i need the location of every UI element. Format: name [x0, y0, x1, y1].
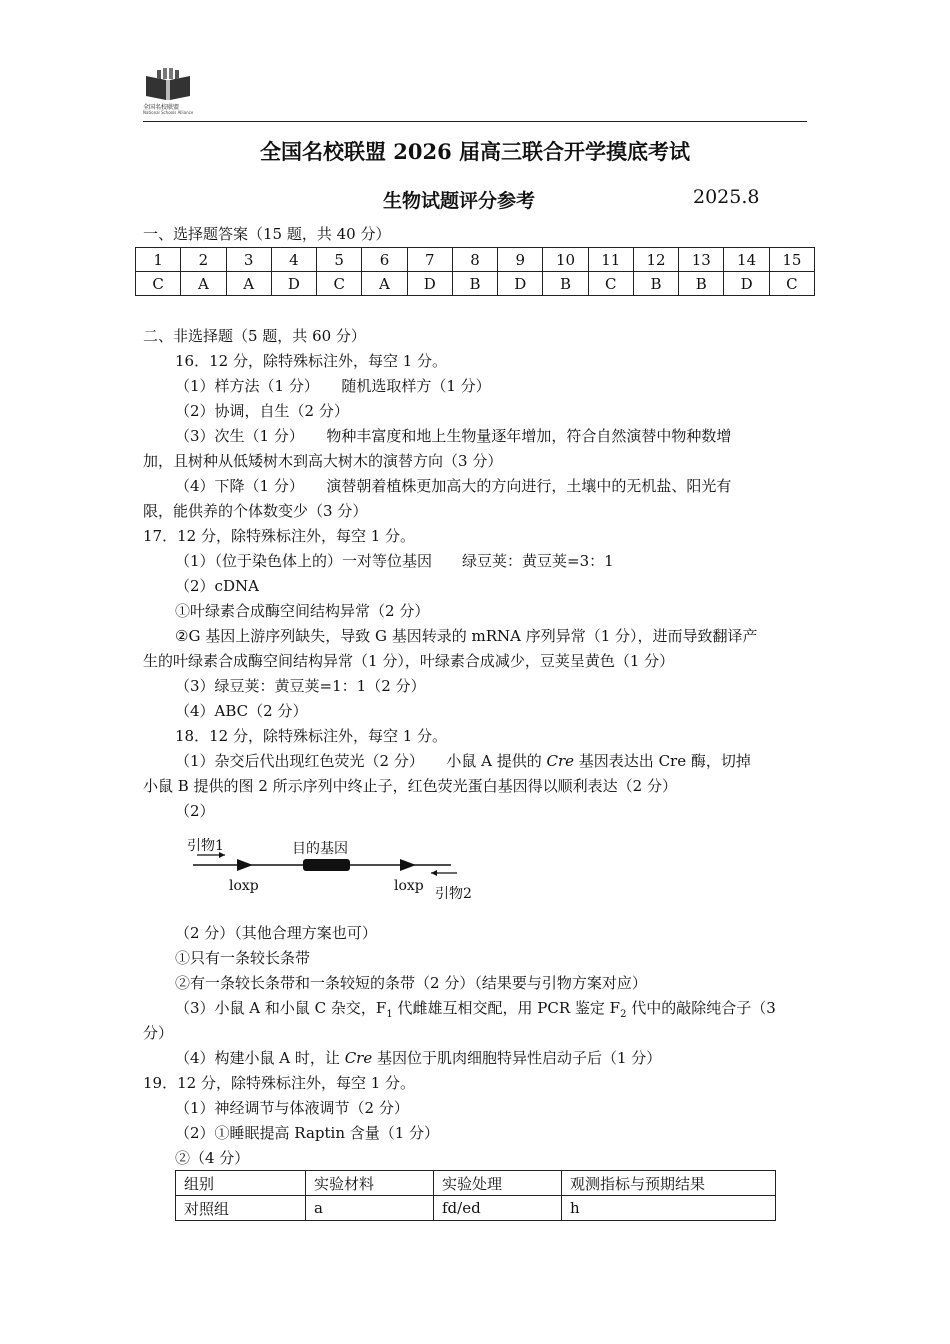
q18-a1-gene: Cre: [546, 752, 575, 770]
loxp-left-label: loxp: [229, 878, 259, 894]
q16-answer-1: （1）样方法（1 分） 随机选取样方（1 分）: [175, 377, 491, 395]
q18-answer-1-line2: 小鼠 B 提供的图 2 所示序列中终止子，红色荧光蛋白基因得以顺利表达（2 分）: [143, 777, 677, 795]
question-number: 9: [498, 248, 543, 272]
experiment-table: [175, 1170, 776, 1221]
answer-cell: A: [362, 272, 407, 296]
table-header-cell: 观测指标与预期结果: [562, 1171, 776, 1196]
answer-table: [135, 247, 815, 296]
page-subtitle: 生物试题评分参考: [383, 190, 536, 212]
q18-answer-2-note: （2 分）（其他合理方案也可）: [175, 924, 377, 942]
exam-date: 2025.8: [693, 186, 760, 208]
q18-answer-4: [175, 1048, 661, 1068]
question-number: 6: [362, 248, 407, 272]
q19-answer-1: （1）神经调节与体液调节（2 分）: [175, 1099, 409, 1117]
q18-a4-text: （4）构建小鼠 A 时，让: [175, 1049, 345, 1067]
q18-a3-sub1: 1: [386, 1009, 393, 1020]
question-number: 3: [226, 248, 271, 272]
q17-intro: 17．12 分，除特殊标注外，每空 1 分。: [143, 527, 416, 545]
q17-answer-2-ii-line2: 生的叶绿素合成酶空间结构异常（1 分），叶绿素合成减少，豆荚呈黄色（1 分）: [143, 652, 675, 670]
answer-cell: C: [769, 272, 814, 296]
answer-cell: D: [271, 272, 316, 296]
q16-answer-4-line1: （4）下降（1 分） 演替朝着植株更加高大的方向进行，土壤中的无机盐、阳光有: [175, 477, 732, 495]
q16-answer-3-line1: （3）次生（1 分） 物种丰富度和地上生物量逐年增加，符合自然演替中物种数增: [175, 427, 732, 445]
q17-answer-1: （1）（位于染色体上的）一对等位基因 绿豆荚：黄豆荚=3：1: [175, 552, 614, 570]
q17-answer-2-ii-line1: ②G 基因上游序列缺失，导致 G 基因转录的 mRNA 序列异常（1 分），进而导致翻译产: [175, 627, 758, 645]
answer-cell: C: [136, 272, 181, 296]
q18-a3-text: （3）小鼠 A 和小鼠 C 杂交，F: [175, 999, 387, 1017]
q17-answer-2-i: ①叶绿素合成酶空间结构异常（2 分）: [175, 602, 430, 620]
answer-cell: B: [633, 272, 678, 296]
answer-table-question-row: [136, 248, 815, 272]
loxp-left-marker: [237, 859, 253, 871]
primer2-arrowhead: [431, 870, 437, 876]
table-header-cell: 实验材料: [306, 1171, 434, 1196]
answer-cell: D: [407, 272, 452, 296]
table-row: [176, 1196, 776, 1221]
q18-a4-gene: Cre: [344, 1049, 373, 1067]
q17-answer-2: （2）cDNA: [175, 577, 259, 595]
table-cell: 对照组: [176, 1196, 306, 1221]
question-number: 5: [317, 248, 362, 272]
table-cell: a: [306, 1196, 434, 1221]
q16-answer-2: （2）协调，自生（2 分）: [175, 402, 349, 420]
q18-answer-2-i: ①只有一条较长条带: [175, 949, 311, 967]
primer-diagram: [185, 833, 485, 905]
q16-answer-3-line2: 加，且树种从低矮树木到高大树木的演替方向（3 分）: [143, 452, 503, 470]
answer-cell: C: [317, 272, 362, 296]
table-header-cell: 实验处理: [434, 1171, 562, 1196]
question-number: 1: [136, 248, 181, 272]
logo-text-cn: 全国名校联盟: [143, 104, 180, 111]
experiment-table-header: [176, 1171, 776, 1196]
q19-answer-2-ii: ②（4 分）: [175, 1149, 250, 1167]
q18-answer-1-line1: [175, 751, 751, 771]
primer1-label: 引物1: [187, 838, 224, 854]
answer-cell: A: [226, 272, 271, 296]
page-title: 全国名校联盟 2026 届高三联合开学摸底考试: [259, 139, 691, 164]
q18-a3-text-tail: 代中的敲除纯合子（3: [626, 999, 776, 1017]
answer-cell: B: [679, 272, 724, 296]
q18-answer-3-line1: [175, 998, 776, 1025]
question-number: 2: [181, 248, 226, 272]
q18-a3-text-mid: 代雌雄互相交配，用 PCR 鉴定 F: [392, 999, 621, 1017]
question-number: 11: [588, 248, 633, 272]
answer-cell: D: [724, 272, 769, 296]
target-gene-block: [303, 859, 350, 871]
target-gene-label: 目的基因: [292, 841, 348, 857]
table-cell: fd/ed: [434, 1196, 562, 1221]
table-cell: h: [562, 1196, 776, 1221]
answer-cell: B: [543, 272, 588, 296]
question-number: 4: [271, 248, 316, 272]
question-number: 13: [679, 248, 724, 272]
q18-answer-3-line2: 分）: [143, 1024, 174, 1042]
answer-cell: D: [498, 272, 543, 296]
question-number: 14: [724, 248, 769, 272]
section1-heading: 一、选择题答案（15 题，共 40 分）: [143, 225, 391, 243]
q18-a4-text-tail: 基因位于肌肉细胞特异性启动子后（1 分）: [372, 1049, 662, 1067]
question-number: 10: [543, 248, 588, 272]
q18-a1-text: （1）杂交后代出现红色荧光（2 分） 小鼠 A 提供的: [175, 752, 547, 770]
loxp-right-marker: [400, 859, 416, 871]
logo-text-en: National Schools Alliance: [143, 110, 194, 115]
question-number: 15: [769, 248, 814, 272]
q17-answer-3: （3）绿豆荚：黄豆荚=1：1（2 分）: [175, 677, 426, 695]
loxp-right-label: loxp: [394, 878, 424, 894]
q18-answer-2-ii: ②有一条较长条带和一条较短的条带（2 分）（结果要与引物方案对应）: [175, 974, 647, 992]
alliance-logo: [143, 68, 193, 120]
section2-heading: 二、非选择题（5 题，共 60 分）: [143, 327, 366, 345]
primer2-label: 引物2: [435, 886, 472, 902]
q19-intro: 19．12 分，除特殊标注外，每空 1 分。: [143, 1074, 416, 1092]
q18-a3-sub2: 2: [620, 1009, 627, 1020]
q18-answer-2: （2）: [175, 802, 215, 820]
q16-intro: 16．12 分，除特殊标注外，每空 1 分。: [175, 352, 448, 370]
q18-a1-text-tail: 基因表达出 Cre 酶，切掉: [574, 752, 751, 770]
q18-intro: 18．12 分，除特殊标注外，每空 1 分。: [175, 727, 448, 745]
book-logo-icon: [143, 68, 193, 102]
header-divider: [143, 121, 807, 122]
answer-cell: A: [181, 272, 226, 296]
q19-answer-2: （2）①睡眠提高 Raptin 含量（1 分）: [175, 1124, 440, 1142]
question-number: 12: [633, 248, 678, 272]
table-header-cell: 组别: [176, 1171, 306, 1196]
answer-table-answer-row: [136, 272, 815, 296]
answer-cell: B: [452, 272, 497, 296]
question-number: 8: [452, 248, 497, 272]
answer-cell: C: [588, 272, 633, 296]
q17-answer-4: （4）ABC（2 分）: [175, 702, 308, 720]
q16-answer-4-line2: 限，能供养的个体数变少（3 分）: [143, 502, 368, 520]
question-number: 7: [407, 248, 452, 272]
